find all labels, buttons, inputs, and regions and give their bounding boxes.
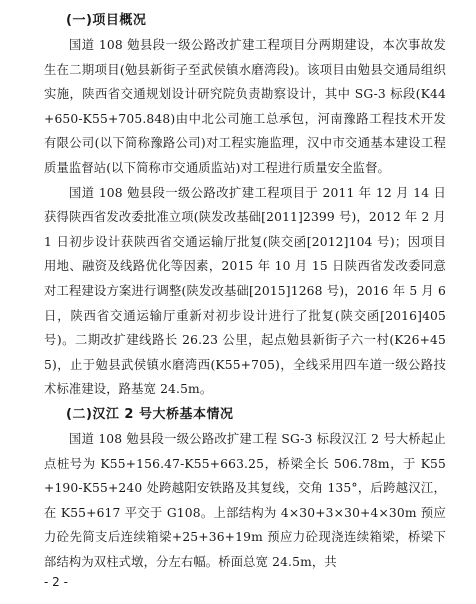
paragraph-bridge-details: 国道 108 勉县段一级公路改扩建工程 SG-3 标段汉江 2 号大桥起止点桩号为 K55+156.47-K55+663.25，桥梁全长 506.78m，于 K55+190-K55+240 处跨越阳安铁路及其复线，交角 135°，后跨越汉江，在 K55+617 平交于 G108。上部结构为 4×30+3×30+4×30m 预应力砼先简支后连续箱梁+25+36+19m 预应力砼现浇连续箱梁，桥梁下部结构为双柱式墩，分左右幅。桥面总宽 24.5m，共 bbox=[44, 431, 446, 569]
section-heading-project-overview: (一)项目概况 bbox=[66, 13, 147, 28]
document-body bbox=[44, 8, 446, 574]
page-number: - 2 - bbox=[44, 575, 68, 589]
paragraph-project-organization: 国道 108 勉县段一级公路改扩建工程项目分两期建设，本次事故发生在二期项目(勉县新街子至武侯镇水磨湾段)。该项目由勉县交通局组织实施，陕西省交通规划设计研究院负责勘察设计，其中 SG-3 标段(K44+650-K55+705.848)由中北公司施工总承包，河南豫路工程技术开发有限公司(以下简称豫路公司)对工程实施监理，汉中市交通基本建设工程质量监督站(以下简称市交通质监站)对工程进行质量安全监督。 bbox=[44, 38, 446, 175]
section-heading-bridge-overview: (二)汉江 2 号大桥基本情况 bbox=[66, 406, 234, 422]
paragraph-project-approvals: 国道 108 勉县段一级公路改扩建工程项目于 2011 年 12 月 14 日获得陕西省发改委批准立项(陕发改基础[2011]2399 号)，2012 年 2 月 1 日初步设计获陕西省交通运输厅批复(陕交函[2012]104 号)；因项目用地、融资及线路优化等因素，2015 年 10 月 15 日陕西省发改委同意对工程建设方案进行调整(陕发改基础[2015]1268 号)，2016 年 5 月 6 日，陕西省交通运输厅重新对初步设计进行了批复(陕交函[2016]405 号)。二期改扩建线路长 26.23 公里，起点勉县新街子六一村(K26+455)，止于勉县武侯镇水磨湾西(K55+705)，全线采用四车道一级公路技术标准建设，路基宽 24.5m。 bbox=[44, 185, 446, 397]
